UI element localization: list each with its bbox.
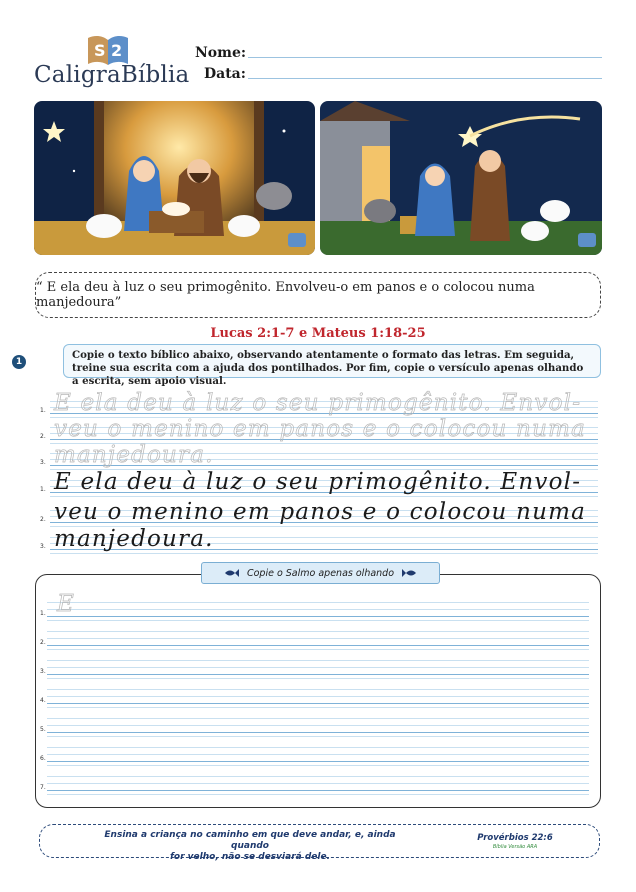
row-number: 4. [40, 697, 46, 704]
footer-reference: Provérbios 22:6 [477, 833, 553, 843]
guide-line [47, 736, 589, 737]
guide-line [47, 620, 589, 621]
guide-line [47, 754, 589, 755]
row-number: 1. [40, 407, 46, 414]
guide-line [47, 631, 589, 632]
fish-icon [402, 568, 418, 578]
first-letter-hint: E [57, 591, 75, 617]
guide-line [50, 496, 598, 497]
footer-verse [90, 830, 410, 863]
name-label: Nome: [195, 45, 247, 61]
date-field[interactable] [248, 78, 602, 79]
guide-line [47, 703, 589, 704]
svg-text:2: 2 [111, 41, 123, 60]
footer-verse-line-2: for velho, não se desviará dele. [170, 852, 330, 862]
dotted-trace-text: veu o menino em panos e o colocou numa [54, 416, 587, 442]
guide-line [47, 667, 589, 668]
guide-line [47, 747, 589, 748]
copy-section-title-text: Copie o Salmo apenas olhando [246, 567, 395, 579]
instruction-box [63, 344, 601, 387]
dotted-trace-text: manjedoura. [54, 442, 214, 468]
guide-line [47, 718, 589, 719]
guide-line [47, 678, 589, 679]
guide-line [47, 609, 589, 610]
book-logo-icon [86, 32, 130, 66]
row-number: 5. [40, 726, 46, 733]
guide-line [47, 638, 589, 639]
copy-section-title [201, 562, 440, 584]
guide-line [47, 660, 589, 661]
guide-line [47, 765, 589, 766]
fish-icon [223, 568, 239, 578]
guide-line [47, 776, 589, 777]
svg-text:S: S [94, 41, 106, 60]
name-field[interactable] [248, 57, 602, 58]
guide-line [47, 761, 589, 762]
guide-line [47, 707, 589, 708]
row-number: 2. [40, 516, 46, 523]
row-number: 2. [40, 639, 46, 646]
step-number-badge: 1 [12, 355, 26, 369]
guide-line [47, 616, 589, 617]
cursive-model-text: veu o menino em panos e o colocou numa [54, 499, 587, 525]
guide-line [47, 602, 589, 603]
guide-line [47, 645, 589, 646]
guide-line [47, 649, 589, 650]
guide-line [47, 783, 589, 784]
guide-line [47, 790, 589, 791]
row-number: 3. [40, 459, 46, 466]
footer-version: Bíblia Versão ARA [492, 844, 538, 850]
row-number: 1. [40, 486, 46, 493]
guide-line [47, 696, 589, 697]
guide-line [50, 553, 598, 554]
bible-quote: “ E ela deu à luz o seu primogênito. Envolveu-o em panos e o colocou numa manjedoura” [36, 280, 535, 310]
guide-line [47, 689, 589, 690]
instruction-text: Copie o texto bíblico abaixo, observando atentamente o formato das letras. Em seguida, treine sua escrita com a ajuda dos pontilhados. Por fim, copie o versículo apenas olhando a escrita, sem apoio visual. [72, 349, 584, 387]
row-number: 2. [40, 433, 46, 440]
guide-line [47, 725, 589, 726]
nativity-illustration-right [320, 101, 602, 255]
dotted-trace-text: E ela deu à luz o seu primogênito. Envol- [54, 390, 582, 416]
row-number: 3. [40, 668, 46, 675]
guide-line [47, 674, 589, 675]
quote-box [35, 272, 601, 318]
cursive-model-text: E ela deu à luz o seu primogênito. Envol- [54, 469, 582, 495]
guide-line [47, 732, 589, 733]
row-number: 7. [40, 784, 46, 791]
date-label: Data: [204, 66, 246, 82]
guide-line [47, 794, 589, 795]
row-number: 3. [40, 543, 46, 550]
brand-name: CaligraBíblia [34, 62, 190, 88]
footer-verse-line-1: Ensina a criança no caminho em que deve andar, e, ainda quando [104, 830, 396, 851]
cursive-model-text: manjedoura. [54, 526, 214, 552]
row-number: 6. [40, 755, 46, 762]
bible-reference: Lucas 2:1-7 e Mateus 1:18-25 [210, 326, 426, 341]
row-number: 1. [40, 610, 46, 617]
nativity-illustration-left [34, 101, 315, 255]
